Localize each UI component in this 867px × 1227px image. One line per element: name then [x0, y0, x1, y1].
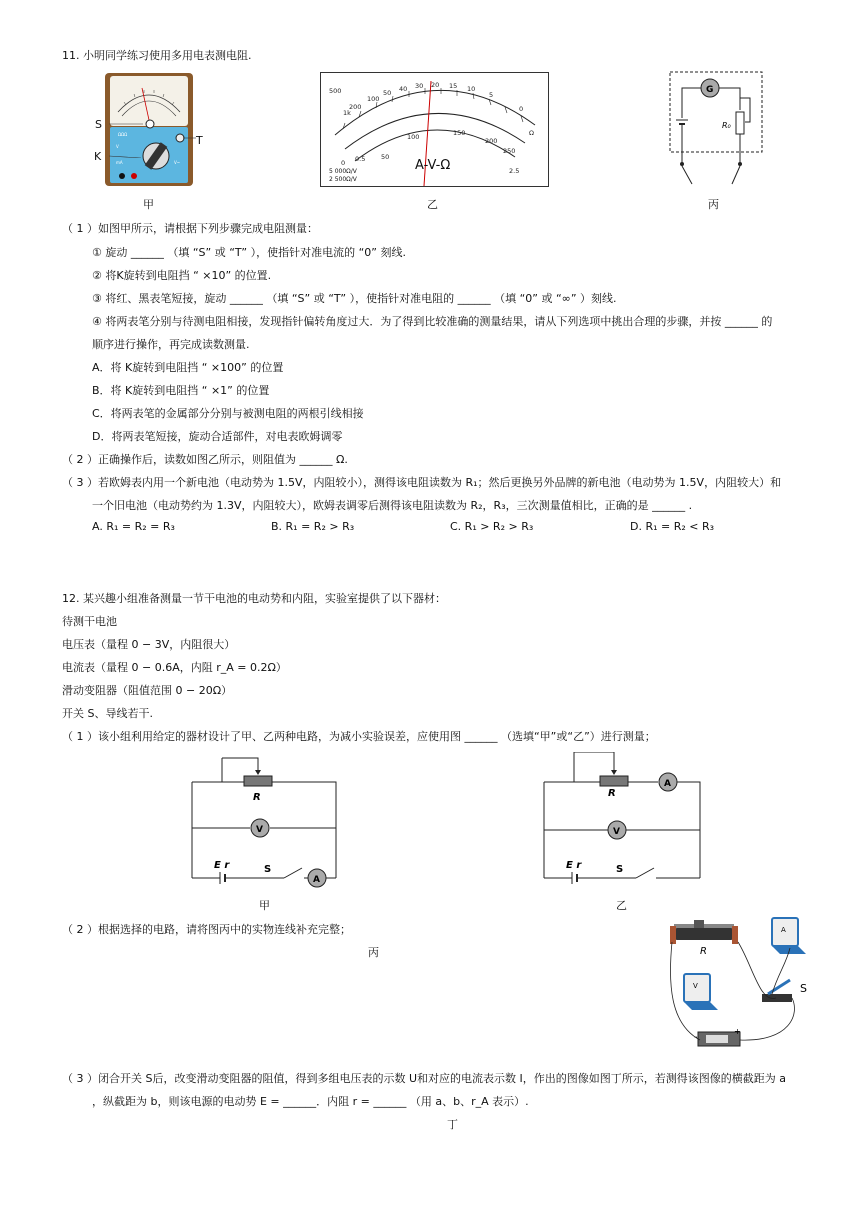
- meter-face-figure: [320, 72, 549, 187]
- svg-text:+: +: [734, 1027, 741, 1036]
- switch-base: [762, 994, 792, 1002]
- svg-text:V: V: [613, 827, 620, 837]
- svg-text:V~: V~: [174, 160, 181, 165]
- q11-step4a: ④ 将两表笔分别与待测电阻相接，发现指针偏转角度过大．为了得到比较准确的测量结果，请从下列选项中挑出合理的步骤，并按 ______ 的: [92, 315, 773, 328]
- q11-step2: ② 将K旋转到电阻挡 “ ×10” 的位置.: [92, 269, 272, 282]
- svg-text:A: A: [664, 779, 671, 789]
- q12-item-voltmeter: 电压表（量程 0 − 3V，内阻很大）: [62, 638, 236, 651]
- meter-center-text: A-V-Ω: [415, 158, 451, 173]
- svg-text:mA: mA: [116, 160, 123, 165]
- svg-text:Ω: Ω: [529, 129, 534, 137]
- svg-text:V: V: [116, 144, 119, 149]
- q12-p2: （ 2 ）根据选择的电路，请将图丙中的实物连线补充完整；: [62, 923, 351, 936]
- q11-p3b: 一个旧电池（电动势约为 1.3V，内阻较大），欧姆表调零后测得该电阻读数为 R₂，R₃，三次测量值相比，正确的是 ______ .: [92, 499, 693, 512]
- caption-yi: 乙: [427, 198, 438, 211]
- svg-text:15: 15: [449, 82, 458, 90]
- q11-opt-a: A．将 K旋转到电阻挡 “ ×100” 的位置: [92, 361, 284, 374]
- svg-text:R₀: R₀: [722, 121, 731, 130]
- q11-step1: ① 旋动 ______ （填 “S” 或 “T” ），使指针对准电流的 “0” 刻线.: [92, 246, 406, 259]
- svg-text:R: R: [608, 788, 616, 799]
- svg-text:0: 0: [519, 105, 524, 113]
- label-t: T: [196, 134, 203, 147]
- q11-step3: ③ 将红、黑表笔短接，旋动 ______ （填 “S” 或 “T” ），使指针对准电阻的 ______ （填 “0” 或 “∞” ）刻线.: [92, 292, 617, 305]
- svg-text:1k: 1k: [343, 109, 351, 117]
- meter-spec2: 2 500Ω/V: [329, 176, 357, 183]
- caption-bing: 丙: [708, 198, 719, 211]
- q11-step4b: 顺序进行操作，再完成读数测量.: [92, 338, 250, 351]
- svg-text:500: 500: [329, 87, 342, 95]
- q12-item-ammeter: 电流表（量程 0 − 0.6A，内阻 r_A = 0.2Ω）: [62, 661, 287, 674]
- rheostat-r: [244, 776, 272, 786]
- q11-title: 11. 小明同学练习使用多用电表测电阻.: [62, 49, 252, 62]
- q11-p1-intro: （ 1 ）如图甲所示，请根据下列步骤完成电阻测量：: [62, 222, 318, 235]
- svg-text:50: 50: [383, 89, 392, 97]
- svg-text:30: 30: [415, 82, 424, 90]
- q11-opt-b: B．将 K旋转到电阻挡 “ ×1” 的位置: [92, 384, 270, 397]
- svg-text:250: 250: [503, 147, 516, 155]
- q12-title: 12. 某兴趣小组准备测量一节干电池的电动势和内阻，实验室提供了以下器材：: [62, 592, 446, 605]
- svg-text:2.5: 2.5: [509, 167, 520, 175]
- svg-text:50: 50: [381, 153, 390, 161]
- q12-item-switch: 开关 S、导线若干.: [62, 707, 153, 720]
- svg-text:A: A: [313, 875, 320, 885]
- q12-p1: （ 1 ）该小组利用给定的器材设计了甲、乙两种电路，为减小实验误差，应使用图 ______ （选填“甲”或“乙”）进行测量；: [62, 730, 656, 743]
- svg-text:10: 10: [467, 85, 476, 93]
- q12-item-battery: 待测干电池: [62, 615, 117, 628]
- rheostat-r0: [736, 112, 744, 134]
- svg-text:R: R: [253, 792, 261, 803]
- circuit-caption-jia: 甲: [259, 899, 270, 912]
- q11-choice-d: D. R₁ = R₂ < R₃: [630, 520, 715, 533]
- circuit-caption-yi: 乙: [616, 899, 627, 912]
- svg-text:100: 100: [407, 133, 420, 141]
- q12-item-rheostat: 滑动变阻器（阻值范围 0 − 20Ω）: [62, 684, 233, 697]
- svg-text:R: R: [700, 946, 707, 957]
- svg-text:100: 100: [367, 95, 380, 103]
- svg-text:V: V: [256, 825, 263, 835]
- svg-text:150: 150: [453, 129, 466, 137]
- q11-opt-c: C．将两表笔的金属部分分别与被测电阻的两根引线相接: [92, 407, 364, 420]
- label-k: K: [94, 150, 102, 163]
- q11-opt-d: D．将两表笔短接，旋动合适部件，对电表欧姆调零: [92, 430, 343, 443]
- svg-text:S: S: [800, 982, 807, 995]
- svg-text:20: 20: [431, 81, 440, 89]
- fig-bing-caption: 丙: [368, 946, 379, 959]
- svg-text:40: 40: [399, 85, 408, 93]
- svg-text:-: -: [694, 1032, 698, 1043]
- meter-spec1: 5 000Ω/V: [329, 168, 357, 175]
- svg-text:E r: E r: [214, 860, 230, 871]
- svg-text:200: 200: [349, 103, 362, 111]
- rheostat-r: [600, 776, 628, 786]
- svg-text:0.5: 0.5: [355, 155, 366, 163]
- svg-text:ΩΩΩ: ΩΩΩ: [118, 132, 128, 137]
- apparatus-figure: [660, 914, 810, 1056]
- rheostat-body: [672, 928, 736, 940]
- svg-text:E r: E r: [566, 860, 582, 871]
- q11-choice-b: B. R₁ = R₂ > R₃: [271, 520, 355, 533]
- svg-text:200: 200: [485, 137, 498, 145]
- q11-choice-c: C. R₁ > R₂ > R₃: [450, 520, 534, 533]
- q11-p2: （ 2 ）正确操作后，读数如图乙所示，则阻值为 ______ Ω.: [62, 453, 348, 466]
- ohmmeter-circuit-figure: [666, 70, 766, 190]
- svg-text:S: S: [616, 864, 624, 875]
- svg-text:0: 0: [341, 159, 346, 167]
- caption-jia: 甲: [143, 198, 154, 211]
- circuit-jia: [186, 752, 346, 888]
- svg-text:A: A: [781, 926, 786, 934]
- svg-text:G: G: [706, 85, 714, 95]
- q12-p3b: ，纵截距为 b，则该电源的电动势 E = ______．内阻 r = ______ （用 a、b、r_A 表示）.: [92, 1095, 529, 1108]
- fig-ding-caption: 丁: [447, 1118, 458, 1131]
- circuit-yi: [538, 752, 708, 888]
- q11-p3a: （ 3 ）若欧姆表内用一个新电池（电动势为 1.5V，内阻较小），测得该电阻读数为 R₁；然后更换另外品牌的新电池（电动势为 1.5V，内阻较大）和: [62, 476, 782, 489]
- q11-choice-a: A. R₁ = R₂ = R₃: [92, 520, 175, 533]
- svg-text:5: 5: [489, 91, 494, 99]
- switch-lever: [768, 980, 790, 994]
- q12-p3a: （ 3 ）闭合开关 S后，改变滑动变阻器的阻值，得到多组电压表的示数 U和对应的电流表示数 I，作出的图像如图丁所示，若测得该图像的横截距为 a: [62, 1072, 786, 1085]
- label-s: S: [95, 118, 102, 131]
- svg-text:V: V: [693, 982, 698, 990]
- svg-text:S: S: [264, 864, 272, 875]
